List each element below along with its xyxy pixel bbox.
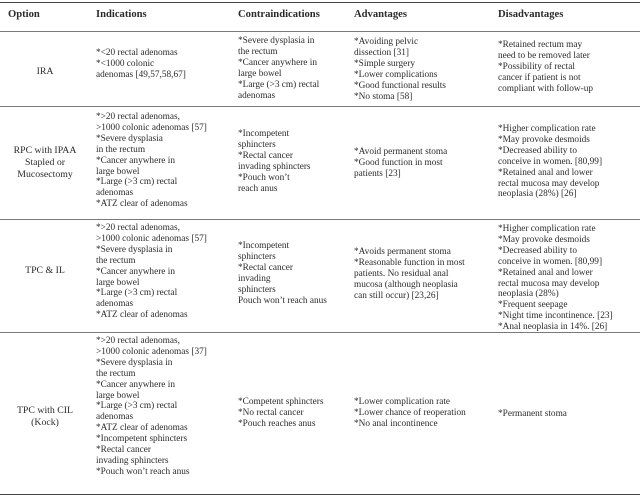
cell-line: *Decreased ability to bbox=[498, 245, 577, 256]
cell-line: conceive in women. [80,99] bbox=[498, 156, 603, 167]
cell-line: Pouch won’t reach anus bbox=[238, 295, 327, 306]
cell-line: *Severe dysplasia bbox=[96, 133, 163, 144]
cell-line: invading sphincters bbox=[96, 455, 169, 466]
option-line: TPC & IL bbox=[25, 265, 65, 276]
contraindications-cell bbox=[238, 36, 319, 101]
option-cell bbox=[0, 405, 90, 429]
cell-line: dissection [31] bbox=[354, 47, 409, 58]
indications-cell bbox=[96, 112, 207, 210]
option-line: RPC with IPAA bbox=[13, 145, 77, 156]
cell-line: rectal mucosa may develop bbox=[498, 278, 600, 289]
cell-line: neoplasia (28%) bbox=[498, 289, 559, 300]
cell-line: *Pouch won’t bbox=[238, 172, 290, 183]
cell-line: cancer if patient is not bbox=[498, 72, 581, 83]
cell-line: *No rectal cancer bbox=[238, 407, 304, 418]
cell-line: *Incompetent sphincters bbox=[96, 434, 188, 445]
cell-line: invading bbox=[238, 273, 271, 284]
cell-line: *>20 rectal adenomas, bbox=[96, 336, 180, 346]
cell-line: *Pouch won’t reach anus bbox=[96, 466, 190, 477]
disadvantages-cell bbox=[498, 409, 567, 420]
cell-line: large bowel bbox=[96, 166, 140, 177]
cell-line: *<20 rectal adenomas bbox=[96, 48, 178, 58]
cell-line: sphincters bbox=[238, 284, 276, 295]
cell-line: patients. No residual anal bbox=[354, 268, 449, 279]
cell-line: *<1000 colonic bbox=[96, 58, 155, 69]
cell-line: *Lower complication rate bbox=[354, 397, 451, 407]
cell-line: *Cancer anywhere in bbox=[96, 379, 175, 390]
cell-line: *No stoma [58] bbox=[354, 91, 413, 102]
cell-line: compliant with follow-up bbox=[498, 83, 594, 94]
advantages-cell bbox=[354, 147, 447, 180]
indications-cell bbox=[96, 336, 207, 478]
header-contraindications: Contraindications bbox=[238, 9, 320, 20]
indications-cell bbox=[96, 48, 186, 81]
cell-line: conceive in women. [80,99] bbox=[498, 256, 603, 267]
option-line: TPC with CIL bbox=[16, 405, 74, 416]
cell-line: *Higher complication rate bbox=[498, 124, 596, 134]
header-advantages: Advantages bbox=[354, 9, 407, 20]
cell-line: sphincters bbox=[238, 139, 276, 150]
advantages-cell bbox=[354, 37, 446, 102]
cell-line: *Decreased ability to bbox=[498, 145, 577, 156]
disadvantages-cell bbox=[498, 224, 613, 333]
advantages-cell bbox=[354, 397, 466, 430]
cell-line: *Rectal cancer bbox=[238, 262, 293, 273]
header-indications: Indications bbox=[96, 9, 147, 20]
disadvantages-cell bbox=[498, 124, 602, 200]
cell-line: *ATZ clear of adenomas bbox=[96, 310, 188, 321]
indications-cell bbox=[96, 223, 207, 321]
cell-line: *Cancer anywhere in bbox=[238, 57, 317, 68]
cell-line: in the rectum bbox=[96, 144, 146, 155]
contraindications-cell bbox=[238, 241, 327, 306]
cell-line: reach anus bbox=[238, 183, 278, 194]
row-divider bbox=[0, 106, 640, 107]
cell-line: adenomas bbox=[96, 299, 134, 310]
disadvantages-cell bbox=[498, 40, 593, 95]
cell-line: *Rectal cancer bbox=[96, 445, 151, 456]
header-rule bbox=[0, 31, 640, 32]
cell-line: *Cancer anywhere in bbox=[96, 266, 175, 277]
cell-line: *ATZ clear of adenomas bbox=[96, 199, 188, 210]
cell-line: *ATZ clear of adenomas bbox=[96, 423, 188, 434]
option-line: (Kock) bbox=[31, 417, 59, 428]
advantages-cell bbox=[354, 247, 465, 302]
cell-line: *Avoiding pelvic bbox=[354, 37, 419, 47]
cell-line: *>20 rectal adenomas, bbox=[96, 223, 180, 233]
cell-line: adenomas [49,57,58,67] bbox=[96, 69, 186, 80]
cell-line: large bowel bbox=[96, 277, 140, 288]
cell-line: *Incompetent bbox=[238, 129, 290, 139]
cell-line: *Anal neoplasia in 14%. [26] bbox=[498, 322, 608, 333]
cell-line: *Lower chance of reoperation bbox=[354, 407, 466, 418]
cell-line: *Retained rectum may bbox=[498, 40, 583, 50]
cell-line: *Permanent stoma bbox=[498, 409, 567, 419]
cell-line: invading sphincters bbox=[238, 161, 311, 172]
cell-line: *Frequent seepage bbox=[498, 300, 568, 311]
option-cell bbox=[0, 66, 90, 78]
cell-line: *Retained anal and lower bbox=[498, 267, 593, 278]
cell-line: *Incompetent bbox=[238, 241, 290, 251]
cell-line: *Retained anal and lower bbox=[498, 167, 593, 178]
cell-line: adenomas bbox=[238, 90, 276, 101]
cell-line: *May provoke desmoids bbox=[498, 134, 590, 145]
cell-line: *Simple surgery bbox=[354, 58, 416, 69]
table-bottom-rule bbox=[0, 494, 640, 495]
cell-line: large bowel bbox=[238, 68, 282, 79]
cell-line: *Good function in most bbox=[354, 157, 443, 168]
option-line: IRA bbox=[36, 66, 54, 77]
cell-line: *Large (>3 cm) rectal bbox=[96, 288, 178, 299]
cell-line: *>20 rectal adenomas, bbox=[96, 112, 180, 122]
cell-line: *No anal incontinence bbox=[354, 418, 438, 429]
cell-line: *Large (>3 cm) rectal bbox=[96, 177, 178, 188]
cell-line: adenomas bbox=[96, 412, 134, 423]
cell-line: *Severe dysplasia in bbox=[96, 357, 173, 368]
cell-line: *Competent sphincters bbox=[238, 397, 324, 407]
row-divider bbox=[0, 332, 640, 333]
cell-line: *Possibility of rectal bbox=[498, 61, 575, 72]
cell-line: *Lower complications bbox=[354, 69, 438, 80]
cell-line: the rectum bbox=[96, 255, 136, 266]
row-divider bbox=[0, 219, 640, 220]
cell-line: the rectum bbox=[238, 46, 278, 57]
cell-line: *Avoids permanent stoma bbox=[354, 247, 451, 257]
cell-line: rectal mucosa may develop bbox=[498, 178, 600, 189]
cell-line: *Cancer anywhere in bbox=[96, 155, 175, 166]
cell-line: *Pouch reaches anus bbox=[238, 418, 316, 429]
cell-line: large bowel bbox=[96, 390, 140, 401]
cell-line: *Severe dysplasia in bbox=[238, 36, 315, 46]
cell-line: >1000 colonic adenomas [57] bbox=[96, 233, 207, 244]
cell-line: can still occur) [23,26] bbox=[354, 290, 439, 301]
cell-line: *Higher complication rate bbox=[498, 224, 596, 234]
option-line: Stapled or bbox=[25, 157, 65, 168]
cell-line: *Severe dysplasia in bbox=[96, 244, 173, 255]
cell-line: patients [23] bbox=[354, 168, 401, 179]
cell-line: >1000 colonic adenomas [37] bbox=[96, 346, 207, 357]
cell-line: adenomas bbox=[96, 188, 134, 199]
cell-line: *Reasonable function in most bbox=[354, 257, 465, 268]
option-cell bbox=[0, 145, 90, 181]
cell-line: *Large (>3 cm) rectal bbox=[238, 79, 320, 90]
cell-line: *Avoid permanent stoma bbox=[354, 147, 448, 157]
cell-line: the rectum bbox=[96, 368, 136, 379]
option-line: Mucosectomy bbox=[17, 169, 73, 180]
table-top-rule bbox=[0, 2, 640, 3]
cell-line: *Large (>3 cm) rectal bbox=[96, 401, 178, 412]
cell-line: *Rectal cancer bbox=[238, 150, 293, 161]
cell-line: sphincters bbox=[238, 251, 276, 262]
contraindications-cell bbox=[238, 397, 323, 430]
header-option: Option bbox=[8, 9, 40, 20]
cell-line: *May provoke desmoids bbox=[498, 234, 590, 245]
cell-line: *Night time incontinence. [23] bbox=[498, 311, 613, 322]
option-cell bbox=[0, 265, 90, 277]
header-disadvantages: Disadvantages bbox=[498, 9, 564, 20]
contraindications-cell bbox=[238, 129, 311, 194]
cell-line: neoplasia (28%) [26] bbox=[498, 189, 577, 200]
cell-line: need to be removed later bbox=[498, 50, 590, 61]
cell-line: >1000 colonic adenomas [57] bbox=[96, 122, 207, 133]
cell-line: *Good functional results bbox=[354, 80, 446, 91]
cell-line: mucosa (although neoplasia bbox=[354, 279, 458, 290]
